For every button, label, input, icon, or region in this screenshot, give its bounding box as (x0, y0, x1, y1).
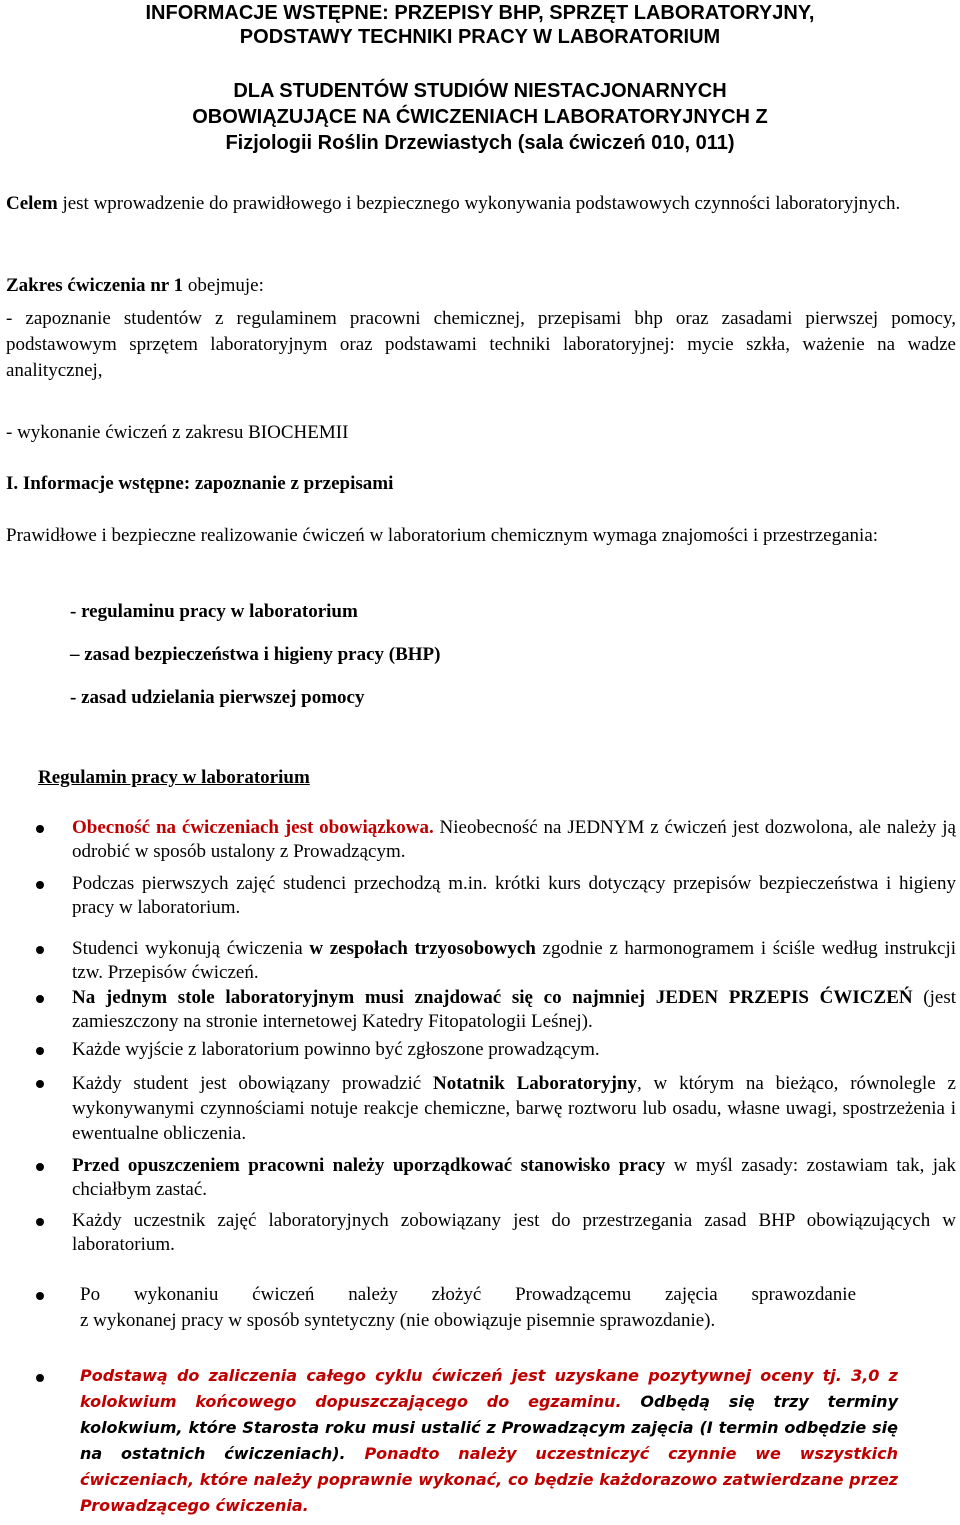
manual-rule-rest: (jest zamieszczony na stronie internetowej Katedry Fitopatologii Leśnej). (72, 987, 956, 1032)
scope-heading-bold: Zakres ćwiczenia nr 1 (6, 275, 184, 296)
regulation-item-1 (72, 816, 956, 864)
bullet-icon (36, 825, 44, 833)
regulation-item-2: Podczas pierwszych zajęć studenci przechodzą m.in. krótki kurs dotyczący przepisów bezpieczeństwa i higieny pracy w laboratorium. (72, 873, 956, 918)
notebook-rule-text: Każdy student jest obowiązany prowadzić (72, 1073, 433, 1094)
participation-rule-red: Ponadto należy uczestniczyć czynnie we wszystkich ćwiczeniach, które należy poprawnie wykonać, co będzie każdorazowo zatwierdzane przez Prowadzącego ćwiczenia. (80, 1444, 898, 1515)
passing-rule-red: Podstawą do zaliczenia całego cyklu ćwiczeń jest uzyskane pozytywnej oceny tj. 3,0 z kolokwium końcowego dopuszczającego do egzaminu. (80, 1366, 898, 1411)
regulation-item-5: Każde wyjście z laboratorium powinno być zgłoszone prowadzącym. (72, 1039, 600, 1060)
bullet-icon (36, 1218, 44, 1226)
requirement-item: - zasad udzielania pierwszej pomocy (70, 687, 365, 708)
regulation-item-4 (72, 986, 956, 1034)
regulation-item-6 (72, 1071, 956, 1146)
intro-paragraph (6, 192, 956, 216)
bullet-icon (36, 1292, 44, 1300)
regulation-item-7 (72, 1154, 956, 1202)
title-line-1: INFORMACJE WSTĘPNE: PRZEPISY BHP, SPRZĘT LABORATORYJNY, (145, 2, 815, 24)
scope-item-2: - wykonanie ćwiczeń z zakresu BIOCHEMII (6, 422, 349, 443)
intro-lead: Celem (6, 193, 58, 214)
regulations-heading: Regulamin pracy w laboratorium (38, 767, 310, 788)
bullet-icon (36, 946, 44, 954)
bullet-icon (36, 1163, 44, 1171)
bullet-icon (36, 1080, 44, 1088)
regulation-item-9-line-1: Po wykonaniu ćwiczeń należy złożyć Prowadzącemu zajęcia sprawozdanie (80, 1284, 856, 1305)
section-1-text: Prawidłowe i bezpieczne realizowanie ćwiczeń w laboratorium chemicznym wymaga znajomości i przestrzegania: (6, 525, 879, 546)
bullet-icon (36, 995, 44, 1003)
subtitle-line-3: Fizjologii Roślin Drzewiastych (sala ćwiczeń 010, 011) (225, 132, 735, 154)
manual-rule-bold: Na jednym stole laboratoryjnym musi znajdować się co najmniej JEDEN PRZEPIS ĆWICZEŃ (72, 987, 913, 1008)
scope-heading (6, 274, 956, 298)
intro-text: jest wprowadzenie do prawidłowego i bezpiecznego wykonywania podstawowych czynności laboratoryjnych. (57, 193, 901, 214)
bullet-icon (36, 1047, 44, 1055)
colloquium-terms: Odbędą się trzy terminy kolokwium, które Starosta roku musi ustalić z Prowadzącym zajęcia (I termin odbędzie się na ostatnich ćwiczeniach). (80, 1392, 898, 1463)
section-1-heading (6, 472, 956, 496)
notebook-rule-rest: , w którym na bieżąco, równolegle z wykonywanymi czynnościami notuje reakcje chemiczne, barwę roztworu lub osadu, własne uwagi, spostrzeżenia i ewentualne obliczenia. (72, 1073, 956, 1144)
section-1-number: I. (6, 473, 19, 494)
bullet-icon (36, 1374, 44, 1382)
attendance-rule-detail: Nieobecność na JEDNYM z ćwiczeń jest dozwolona, ale należy ją odrobić w sposób ustalony z Prowadzącym. (72, 817, 956, 862)
team-rule-rest: zgodnie z harmonogramem i ściśle według instrukcji tzw. Przepisów ćwiczeń. (72, 938, 957, 983)
bullet-icon (36, 881, 44, 889)
scope-heading-rest: obejmuje: (183, 275, 264, 296)
team-rule-bold: w zespołach trzyosobowych (309, 938, 536, 959)
subtitle-line-1: DLA STUDENTÓW STUDIÓW NIESTACJONARNYCH (233, 80, 727, 102)
requirement-item: - regulaminu pracy w laboratorium (70, 601, 358, 622)
regulation-item-3 (72, 937, 956, 985)
regulation-item-9-line-2: z wykonanej pracy w sposób syntetyczny (nie obowiązuje pisemnie sprawozdanie). (80, 1310, 716, 1331)
team-rule-text: Studenci wykonują ćwiczenia (72, 938, 310, 959)
title-line-2: PODSTAWY TECHNIKI PRACY W LABORATORIUM (239, 26, 721, 48)
regulation-item-8: Każdy uczestnik zajęć laboratoryjnych zobowiązany jest do przestrzegania zasad BHP obowiązujących w laboratorium. (72, 1210, 956, 1255)
attendance-rule: Obecność na ćwiczeniach jest obowiązkowa. (72, 817, 434, 838)
notebook-rule-bold: Notatnik Laboratoryjny (433, 1073, 637, 1094)
cleanup-rule-rest: w myśl zasady: zostawiam tak, jak chciałbym zastać. (72, 1155, 956, 1200)
cleanup-rule-bold: Przed opuszczeniem pracowni należy uporządkować stanowisko pracy (72, 1155, 666, 1176)
subtitle-line-2: OBOWIĄZUJĄCE NA ĆWICZENIACH LABORATORYJNYCH Z (192, 106, 768, 128)
requirement-item: – zasad bezpieczeństwa i higieny pracy (BHP) (70, 644, 441, 665)
scope-item-1: - zapoznanie studentów z regulaminem pracowni chemicznej, przepisami bhp oraz zasadami pierwszej pomocy, podstawowym sprzętem laboratoryjnym oraz podstawami techniki laboratoryjnej: mycie szkła, ważenie na wadze analitycznej, (6, 308, 956, 381)
section-1-title: Informacje wstępne: zapoznanie z przepisami (18, 473, 394, 494)
regulation-item-10 (80, 1363, 898, 1519)
